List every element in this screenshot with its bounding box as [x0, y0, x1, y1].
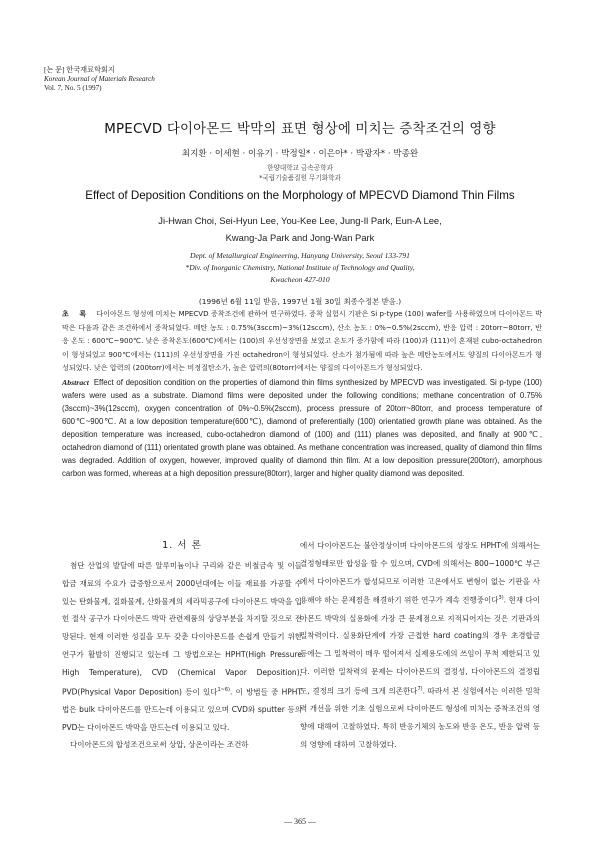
citation-7: 7): [417, 685, 423, 692]
abstract-korean-label: 초 록: [62, 309, 91, 318]
intro-right-text: 에서 다이아몬드는 불안정상이며 다이아몬드의 성장도 HPHT에 의해서는 결정형태로만 합성을 할 수 있으며, CVD에 의해서는 800~1000℃ 부근에서 다이아몬드가 합성되므로 이러한 고온에서도 변형이 없는 기판을 사용해야 하는 문제점을 해결하기 위한 연구가 계속 진행중이다: [300, 541, 540, 605]
affiliation-english: [0, 250, 600, 286]
journal-header: [44, 66, 155, 93]
intro-paragraph-2: 다이아몬드의 합성조건으로써 상압, 상온이라는 조건하: [70, 740, 249, 750]
abstract-english: [62, 376, 542, 480]
paper-title-english: Effect of Deposition Conditions on the Morphology of MPECVD Diamond Thin Films: [85, 189, 515, 202]
affiliation-korean-1: 한양대학교 금속공학과: [267, 164, 333, 172]
affiliation-english-1: Dept. of Metallurgical Engineering, Hanyang University, Seoul 133-791: [190, 251, 410, 260]
header-journal-english: Korean Journal of Materials Research: [44, 75, 155, 83]
section-heading-introduction: 1. 서 론: [162, 540, 202, 551]
header-volume: Vol. 7, No. 5 (1997): [44, 84, 102, 92]
citation-1-6: 1~6): [217, 686, 230, 693]
affiliation-english-3: Kwacheon 427-010: [270, 275, 330, 284]
affiliation-korean-2: *국립기술품질원 무기화학과: [259, 174, 341, 182]
abstract-korean: [62, 307, 542, 375]
intro-paragraph-2-continued: [300, 537, 540, 754]
intro-right-tail-2: . 따라서 본 실험에서는 이러한 밀착력 개선을 위한 기초 실험으로써 다이아몬드 형성에 미치는 증착조건의 영향에 대해여 고찰하였다. 특히 반응기체의 농도와 반응 온도, 반응 압력 등의 영향에 대하여 고찰하였다.: [300, 686, 541, 749]
abstract-english-label: Abstract: [62, 378, 89, 387]
abstract-english-text: Effect of deposition condition on the properties of diamond thin films synthesized by MPECVD was investigated. Si p-type (100) wafers were used as a substrate. Diamond films were deposited under the following conditions; methane concentration of 0.75%(3sccm)~3%(12sccm), oxygen concentration of 0%~0.5%(2sccm), process pressure of 20torr~80torr, and process temperature of 600℃~900℃. At a low deposition temperature(600℃), diamond of preferentially (100) orientatied growth plane was obtained. As the deposition temperature was increased, cubo-octahedron diamond of (100) and (111) planes was deposited, and finally at 900℃, octahedron diamond of (111) orientated growth plane was obtained. As methane concentration was increased, quality of diamond thin films was degraded. Addition of oxygen, however, improved quality of diamond thin film. At a low deposition pressure(200torr), amorphous carbon was formed, whereas at a high deposition pressure(80torr), larger and higher quality diamond was deposited.: [62, 378, 542, 478]
affiliation-korean: [0, 163, 600, 183]
authors-korean: 최지환 · 이세현 · 이유기 · 박정일* · 이은아* · 박광자* · 박종완: [181, 149, 419, 159]
abstract-korean-text: 다이아몬드 형성에 미치는 MPECVD 증착조건에 관하여 연구하였다. 증착 실험시 기판은 Si p-type (100) wafer를 사용하였으며 다이아몬드 박막은 다음과 같은 조건하에서 증착되었다. 메탄 농도 : 0.75%(3sccm)~3%(12sccm), 산소 농도 : 0%~0.5%(2sccm), 반응 압력 : 20torr~80torr, 반응 온도 : 600℃~900℃. 낮은 증착온도(600℃)에서는 (100)의 우선성장면을 보였고 온도가 증가함에 따라 (100)과 (111)이 혼재된 cubo-octahedron이 형성되었고 900℃에서는 (111)의 우선성장면을 가진 octahedron이 형성되었다. 산소가 첨가됨에 따라 높은 메탄농도에서도 양질의 다이아몬드가 형성되었다. 낮은 압력의 (200torr)에서는 비정질탄소가, 높은 압력의(80torr)에서는 양질의 다이아몬드가 형성되었다.: [62, 309, 542, 372]
intro-right-tail: . 현재 다이아몬드 박막의 실용화에 가장 큰 문제점으로 지적되어지는 것은 기판과의 밀착력이다. 실용화단계에 가장 근접한 hard coating의 경우 초경합금 등에는 그 밀착력이 매우 떨어져서 실제용도에의 쓰임이 무척 제한되고 있다. 이러한 밀착력의 문제는 다이아몬드의 결정성, 다이아몬드의 결정립도, 결정의 크기 등에 크게 의존한다: [300, 595, 541, 696]
authors-english-line-2: Kwang-Ja Park and Jong-Wan Park: [225, 232, 375, 243]
intro-paragraph-1-tail: . 이 방법들 중 HPHT법은 bulk 다이아몬드를 만드는데 이용되고 있으며 CVD와 sputter 등의 PVD는 다이아몬드 박막을 만드는데 이용되고 있다.: [62, 687, 302, 732]
intro-paragraph-1-text: 첨단 산업의 발달에 따른 알루미늄이나 구리와 같은 비철금속 및 이들 합금 재료의 수요가 급증함으로서 2000년대에는 이들 재료를 가공할 수 있는 탄화물계, 질화물계, 산화물계의 세라믹공구에 다이아몬드 박막을 입힌 절삭 공구가 다이아몬드 박막 관련제품의 상당부분을 차지할 것으로 전망된다. 현재 이러한 성질을 모두 갖춘 다이아몬드를 손쉽게 만들기 위한 연구가 활발히 진행되고 있는데 그 방법으로는 HPHT(High Pressure High Temperature), CVD (Chemical Vapor Deposition), PVD(Physical Vapor Deposition) 등이 있다: [62, 561, 302, 697]
body-column-left: [62, 557, 302, 754]
header-journal-korean: [논 문] 한국재료학회지: [44, 66, 115, 74]
received-dates: (1996년 6월 11일 받음, 1997년 1월 30일 최종수정본 받음.): [198, 297, 402, 306]
body-column-right: [300, 537, 540, 754]
page-number: — 365 —: [284, 817, 316, 826]
authors-english-line-1: Ji-Hwan Choi, Sei-Hyun Lee, You-Kee Lee, Jung-Il Park, Eun-A Lee,: [158, 215, 442, 226]
authors-english: [0, 212, 600, 246]
paper-title-korean: MPECVD 다이아몬드 박막의 표면 형상에 미치는 증착조건의 영향: [104, 122, 496, 137]
citation-3: 3): [498, 595, 504, 602]
affiliation-english-2: *Div. of Inorganic Chemistry, National Institute of Technology and Quality,: [185, 263, 415, 272]
intro-paragraph-1: [62, 557, 302, 736]
